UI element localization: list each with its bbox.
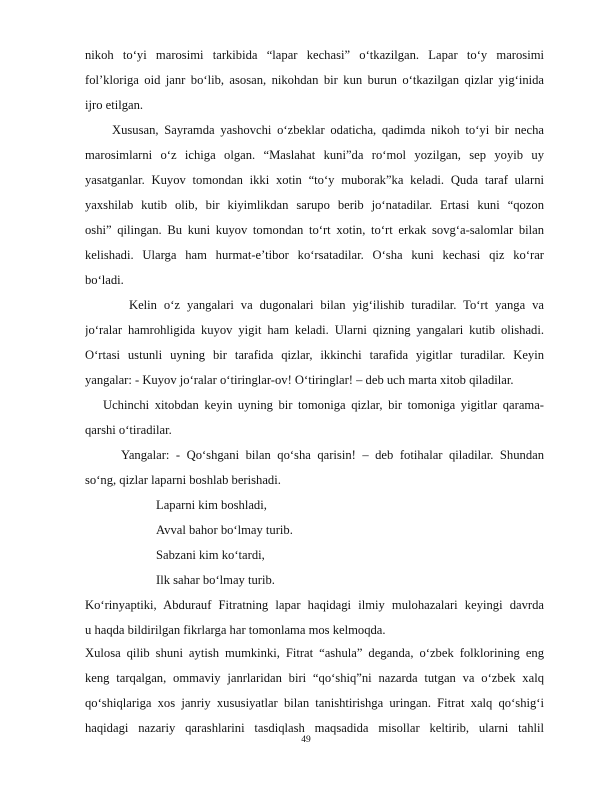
text-line: keng tarqalgan, ommaviy janrlaridan biri “qo‘shiq”ni nazarda tutgan va o‘zbek xalq — [85, 671, 544, 685]
text-line: qo‘shiqlariga xos janriy xususiyatlar bilan tanishtirishga uringan. Fitrat xalq qo‘shig‘i — [85, 696, 544, 710]
text-line: oshi” qilingan. Bu kuni kuyov tomondan to‘rt xotin, to‘rt erkak sovg‘a-salomlar bilan — [85, 223, 544, 237]
page-number: 49 — [301, 735, 311, 745]
text-line: O‘rtasi ustunli uyning bir tarafida qizlar, ikkinchi tarafida yigitlar turadilar. Keyin — [85, 348, 544, 362]
text-line: bo‘ladi. — [85, 273, 124, 287]
text-line: kelishadi. Ularga ham hurmat-e’tibor ko‘rsatadilar. O‘sha kuni kechasi qiz ko‘rar — [85, 248, 544, 262]
text-line: jo‘ralar hamrohligida kuyov yigit ham keladi. Ularni qizning yangalari kutib olishadi. — [85, 323, 544, 337]
text-line: Avval bahor bo‘lmay turib. — [156, 523, 293, 537]
text-line: Yangalar: - Qo‘shgani bilan qo‘sha qarisin! – deb fotihalar qiladilar. Shundan — [121, 448, 544, 462]
text-line: Sabzani kim ko‘tardi, — [156, 548, 265, 562]
text-line: Xulosa qilib shuni aytish mumkinki, Fitrat “ashula” deganda, o‘zbek folklorining eng — [85, 646, 544, 660]
text-line: marosimlarni o‘z ichiga olgan. “Maslahat kuni”da ro‘mol yozilgan, sep yoyib uy — [85, 148, 544, 162]
text-line: fol’kloriga oid janr bo‘lib, asosan, nikohdan bir kun burun o‘tkazilgan qizlar yig‘inida — [85, 73, 544, 87]
text-line: qarshi o‘tiradilar. — [85, 423, 172, 437]
text-line: yasatganlar. Kuyov tomondan ikki xotin “to‘y muborak”ka keladi. Quda taraf ularni — [85, 173, 544, 187]
text-line: Xususan, Sayramda yashovchi o‘zbeklar odaticha, qadimda nikoh to‘yi bir necha — [112, 123, 544, 137]
text-line: Uchinchi xitobdan keyin uyning bir tomoniga qizlar, bir tomoniga yigitlar qarama- — [103, 398, 544, 412]
text-line: yangalar: - Kuyov jo‘ralar o‘tiringlar-ov! O‘tiringlar! – deb uch marta xitob qiladilar. — [85, 373, 514, 387]
text-line: yaxshilab kutib olib, bir kiyimlikdan sarupo berib jo‘natadilar. Ertasi kuni “qozon — [85, 198, 544, 212]
text-line: u haqda bildirilgan fikrlarga har tomonlama mos kelmoqda. — [85, 623, 386, 637]
text-line: Ilk sahar bo‘lmay turib. — [156, 573, 275, 587]
text-line: Kelin o‘z yangalari va dugonalari bilan yig‘ilishib turadilar. To‘rt yanga va — [129, 298, 544, 312]
text-line: nikoh to‘yi marosimi tarkibida “lapar kechasi” o‘tkazilgan. Lapar to‘y marosimi — [85, 48, 544, 62]
text-line: so‘ng, qizlar laparni boshlab berishadi. — [85, 473, 281, 487]
text-line: Laparni kim boshladi, — [156, 498, 267, 512]
text-line: Ko‘rinyaptiki, Abdurauf Fitratning lapar haqidagi ilmiy mulohazalari keyingi davrda — [85, 598, 544, 612]
text-line: ijro etilgan. — [85, 98, 144, 112]
text-line: haqidagi nazariy qarashlarini tasdiqlash maqsadida misollar keltirib, ularni tahlil — [85, 721, 544, 735]
